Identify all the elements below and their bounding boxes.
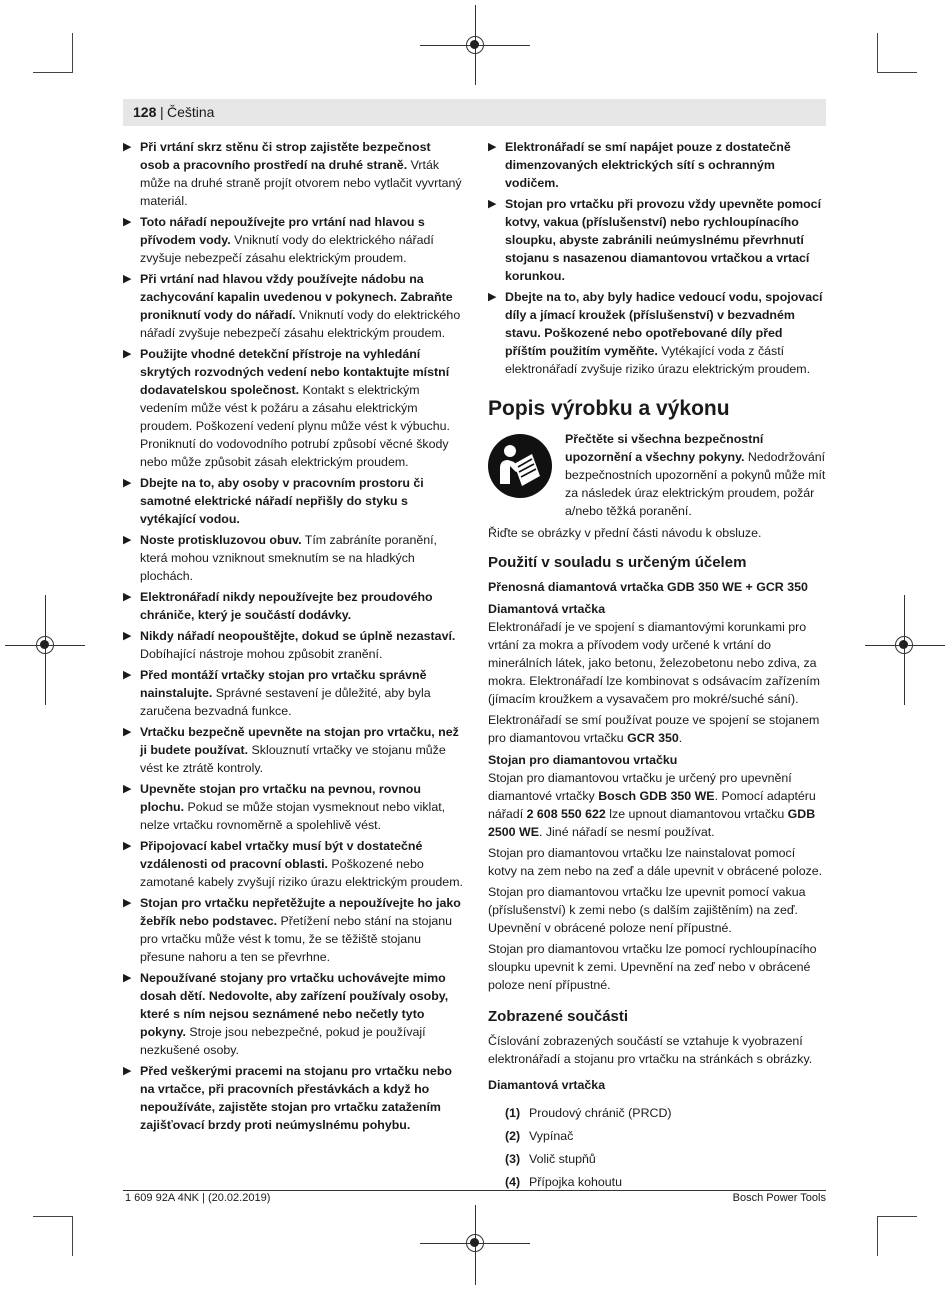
safety-bullet (123, 474, 463, 528)
safety-bullet (123, 837, 463, 891)
drill-heading: Diamantová vrtačka (488, 602, 606, 616)
safety-bullet (123, 270, 463, 342)
bullet-text: Vrták může na druhé straně projít otvorem nebo vytlačit vyvrtaný materiál. (140, 158, 462, 208)
bullet-text: Vytékající voda z částí elektronářadí zvyšuje riziko úrazu elektrickým proudem. (505, 344, 811, 376)
bullet-text: Stroje jsou nebezpečné, pokud je používají nezkušené osoby. (140, 1025, 426, 1057)
bullet-arrow-icon: ▶ (123, 534, 132, 546)
crop-mark (877, 1216, 878, 1256)
bullet-arrow-icon: ▶ (488, 291, 497, 303)
crop-mark (33, 1216, 73, 1217)
safety-bullet (123, 969, 463, 1059)
bullet-arrow-icon: ▶ (123, 141, 132, 153)
bullet-text: Dobíhající nástroje mohou způsobit zranění. (140, 647, 383, 661)
bullet-bold-text: Před montáží vrtačky stojan pro vrtačku správně nainstalujte. (140, 668, 427, 700)
part-number: 2 608 550 622 (526, 807, 606, 821)
stand-heading: Stojan pro diamantovou vrtačku (488, 753, 678, 767)
safety-bullet (123, 531, 463, 585)
components-list (488, 1104, 826, 1191)
bullet-arrow-icon: ▶ (488, 141, 497, 153)
safety-bullet (123, 138, 463, 210)
stand-paragraph-2: Stojan pro diamantovou vrtačku lze nainstalovat pomocí kotvy na zem nebo na zeď a dále upevnit v obrácené poloze. (488, 846, 823, 878)
safety-bullet (488, 288, 826, 378)
section-title: Popis výrobku a výkonu (488, 397, 730, 420)
bullet-bold-text: Vrtačku bezpečně upevněte na stojan pro vrtačku, než ji budete používat. (140, 725, 459, 757)
bullet-arrow-icon: ▶ (123, 897, 132, 909)
bullet-bold-text: Stojan pro vrtačku při provozu vždy upevněte pomocí kotvy, vakua (příslušenství) nebo rychloupínacího sloupku, abyste zabránili neúmyslnému převrhnutí stojanu s nasazenou diamantovou vrtačkou a vrtací korunkou. (505, 197, 822, 283)
safety-bullet (123, 780, 463, 834)
registration-mark-icon (895, 636, 913, 654)
registration-mark-icon (466, 36, 484, 54)
component-item (488, 1127, 826, 1145)
bullet-arrow-icon: ▶ (123, 216, 132, 228)
component-label: Vypínač (529, 1129, 574, 1143)
bullet-bold-text: Toto nářadí nepoužívejte pro vrtání nad hlavou s přívodem vody. (140, 215, 425, 247)
bullet-text: Poškozené nebo zamotané kabely zvyšují riziko úrazu elektrickým proudem. (140, 857, 463, 889)
stand-paragraph (488, 769, 826, 841)
registration-mark-icon (466, 1234, 484, 1252)
safety-bullet (123, 213, 463, 267)
bullet-arrow-icon: ▶ (123, 972, 132, 984)
bullet-text: Správné sestavení je důležité, aby byla zaručena bezvadná funkce. (140, 686, 431, 718)
text-span: . (678, 731, 683, 745)
bullet-arrow-icon: ▶ (123, 726, 132, 738)
bullet-bold-text: Noste protiskluzovou obuv. (140, 533, 302, 547)
bullet-bold-text: Upevněte stojan pro vrtačku na pevnou, rovnou plochu. (140, 782, 421, 814)
safety-bullet (123, 666, 463, 720)
bullet-text: Sklouznutí vrtačky ve stojanu může vést ke ztrátě kontroly. (140, 743, 446, 775)
text-span: lze upnout diamantovou vrtačku (605, 807, 788, 821)
bullet-bold-text: Elektronářadí nikdy nepoužívejte bez proudového chrániče, který je součástí dodávky. (140, 590, 433, 622)
bullet-arrow-icon: ▶ (123, 840, 132, 852)
bullet-arrow-icon: ▶ (123, 273, 132, 285)
warning-bold: Přečtěte si všechna bezpečnostní upozornění a všechny pokyny. (565, 432, 764, 464)
bullet-bold-text: Při vrtání nad hlavou vždy používejte nádobu na zachycování kapalin uvedenou v pokynech. Zabraňte proniknutí vody do nářadí. (140, 272, 453, 322)
bullet-bold-text: Stojan pro vrtačku nepřetěžujte a nepoužívejte ho jako žebřík nebo podstavec. (140, 896, 461, 928)
product-heading: Přenosná diamantová vrtačka GDB 350 WE + GCR 350 (488, 580, 808, 594)
text-span: . Jiné nářadí se nesmí používat. (538, 825, 715, 839)
bullet-arrow-icon: ▶ (123, 783, 132, 795)
header-separator: | (160, 104, 164, 120)
stand-paragraph-4: Stojan pro diamantovou vrtačku lze pomocí rychloupínacího sloupku upevnit k zemi. Upevnění na zeď nebo v obrácené poloze není přípustné. (488, 942, 817, 992)
bullet-text: Kontakt s elektrickým vedením může vést k požáru a zásahu elektrickým proudem. Poškození vedení plynu může vést k výbuchu. Proniknutí do vodovodního potrubí způsobí věcné škody nebo může způsobit zásah elektrickým proudem. (140, 383, 450, 469)
warning-body: Nedodržování bezpečnostních upozornění a pokynů může mít za následek úraz elektrickým proudem, požár a/nebo těžká poranění. (565, 450, 826, 518)
left-column (123, 138, 463, 1137)
safety-bullet (123, 1062, 463, 1134)
crop-mark (877, 1216, 917, 1217)
bullet-arrow-icon: ▶ (488, 198, 497, 210)
bullet-text: Pokud se může stojan vysmeknout nebo viklat, nelze vrtačku rovnoměrně a spolehlivě vést. (140, 800, 446, 832)
bullet-arrow-icon: ▶ (123, 591, 132, 603)
bullet-arrow-icon: ▶ (123, 630, 132, 642)
safety-bullet (123, 894, 463, 966)
crop-mark (33, 72, 73, 73)
bullet-arrow-icon: ▶ (123, 348, 132, 360)
bullet-arrow-icon: ▶ (123, 1065, 132, 1077)
safety-bullet (123, 723, 463, 777)
registration-mark-icon (36, 636, 54, 654)
component-number: (2) (505, 1129, 521, 1143)
intended-use-title: Použití v souladu s určeným účelem (488, 554, 747, 571)
bullet-bold-text: Před veškerými pracemi na stojanu pro vrtačku nebo na vrtačce, při pracovních přestávkách a když ho nepoužíváte, zajistěte stojan pro vrtačku zatažením zajišťovací brzdy proti neúmyslnému pohybu. (140, 1064, 452, 1132)
component-item (488, 1150, 826, 1168)
crop-mark (877, 72, 917, 73)
model-name: GCR 350 (627, 731, 679, 745)
component-label: Volič stupňů (529, 1152, 596, 1166)
drill-paragraph: Elektronářadí je ve spojení s diamantovými korunkami pro vrtání za mokra a přívodem vody určené k vrtání do minerálních látek, jako betonu, železobetonu nebo zdiva, za mokra. Elektronářadí lze kombinovat s odsávacím zařízením (jímacím kroužkem a vysavačem pro mokré/suché sání). (488, 620, 820, 706)
crop-mark (72, 33, 73, 73)
component-item (488, 1173, 826, 1191)
footer-doc-id: 1 609 92A 4NK | (20.02.2019) (125, 1192, 271, 1204)
components-title: Zobrazené součásti (488, 1008, 629, 1025)
bullet-text: Vniknutí vody do elektrického nářadí zvyšuje nebezpečí zásahu elektrickým proudem. (140, 308, 461, 340)
bullet-text: Vniknutí vody do elektrického nářadí zvyšuje nebezpečí zásahu elektrickým proudem. (140, 233, 434, 265)
component-item (488, 1104, 826, 1122)
crop-mark (877, 33, 878, 73)
bullet-bold-text: Nikdy nářadí neopouštějte, dokud se úplně nezastaví. (140, 629, 456, 643)
text-span: . Pomocí adaptéru nářadí (488, 789, 816, 821)
header-language: Čeština (167, 104, 215, 120)
bullet-bold-text: Dbejte na to, aby byly hadice vedoucí vodu, spojovací díly a jímací kroužek (příslušenství) v bezvadném stavu. Poškozené nebo opotřebované díly před příštím použitím vyměňte. (505, 290, 823, 358)
crop-mark (72, 1216, 73, 1256)
components-intro: Číslování zobrazených součástí se vztahuje k vyobrazení elektronářadí a stojanu pro vrtačku na stránkách s obrázky. (488, 1034, 813, 1066)
bullet-bold-text: Nepoužívané stojany pro vrtačku uchovávejte mimo dosah dětí. Nedovolte, aby zařízení používaly osoby, které s ním nejsou seznámené nebo nečetly tyto pokyny. (140, 971, 449, 1039)
bullet-arrow-icon: ▶ (123, 477, 132, 489)
bullet-bold-text: Při vrtání skrz stěnu či strop zajistěte bezpečnost osob a pracovního prostředí na druhé straně. (140, 140, 431, 172)
bullet-arrow-icon: ▶ (123, 669, 132, 681)
bullet-bold-text: Použijte vhodné detekční přístroje na vyhledání skrytých rozvodných vedení nebo kontaktujte místní dodavatelskou společnost. (140, 347, 450, 397)
safety-bullet (488, 138, 826, 192)
safety-bullet (123, 588, 463, 624)
model-name: Bosch GDB 350 WE (598, 789, 715, 803)
safety-bullet (123, 345, 463, 471)
bullet-bold-text: Připojovací kabel vrtačky musí být v dostatečné vzdálenosti od pracovní oblasti. (140, 839, 423, 871)
component-label: Proudový chránič (PRCD) (529, 1106, 672, 1120)
footer-brand: Bosch Power Tools (732, 1192, 826, 1204)
model-name: GDB 2500 WE (488, 807, 816, 839)
right-column (488, 138, 826, 1196)
component-label: Přípojka kohoutu (529, 1175, 622, 1189)
component-number: (3) (505, 1152, 521, 1166)
safety-bullet (123, 627, 463, 663)
safety-warning (488, 430, 826, 524)
text-span: Stojan pro diamantovou vrtačku je určený pro upevnění diamantové vrtačky (488, 771, 792, 803)
read-manual-icon (488, 434, 552, 498)
figures-note: Řiďte se obrázky v přední části návodu k obsluze. (488, 526, 762, 540)
text-span: Elektronářadí se smí používat pouze ve spojení se stojanem pro diamantovou vrtačku (488, 713, 820, 745)
drill-paragraph-2 (488, 711, 826, 747)
bullet-text: Tím zabráníte poranění, která mohou vzniknout smeknutím se na hladkých plochách. (140, 533, 438, 583)
page-header (123, 99, 826, 126)
component-number: (1) (505, 1106, 521, 1120)
bullet-bold-text: Elektronářadí se smí napájet pouze z dostatečně dimenzovaných elektrických sítí s ochranným vodičem. (505, 140, 791, 190)
component-number: (4) (505, 1175, 521, 1189)
components-group-heading: Diamantová vrtačka (488, 1078, 606, 1092)
safety-bullet (488, 195, 826, 285)
bullet-bold-text: Dbejte na to, aby osoby v pracovním prostoru či samotné elektrické nářadí nepřišly do styku s vytékající vodou. (140, 476, 424, 526)
footer-rule (123, 1190, 826, 1191)
bullet-text: Přetížení nebo stání na stojanu pro vrtačku může vést k tomu, že se těžiště stojanu přesune nahoru a ten se převrhne. (140, 914, 452, 964)
stand-paragraph-3: Stojan pro diamantovou vrtačku lze upevnit pomocí vakua (příslušenství) k zemi nebo (s dalším zajištěním) na zeď. Upevnění v obrácené poloze není přípustné. (488, 885, 806, 935)
warning-text (565, 430, 827, 520)
page-number: 128 (133, 104, 157, 120)
